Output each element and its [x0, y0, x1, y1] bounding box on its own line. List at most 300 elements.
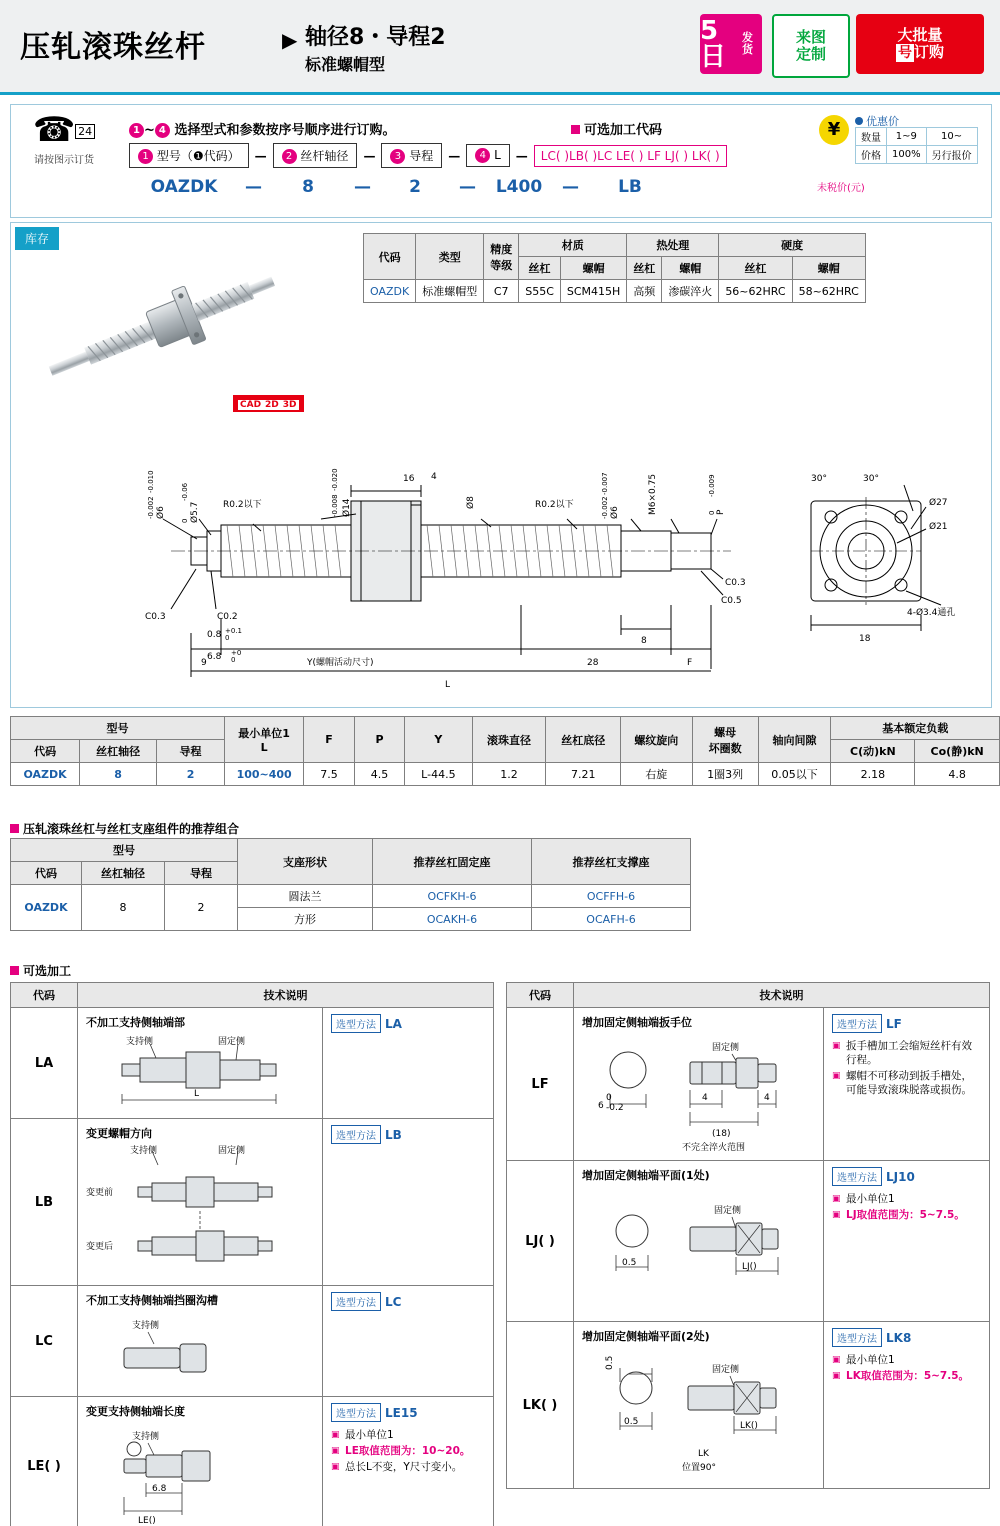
- dim-08-u: +0.1: [225, 627, 242, 635]
- mt-h-heat-screw: 丝杠: [627, 257, 662, 280]
- price-notax-note: 未税价(元): [817, 183, 865, 194]
- vdash-4: —: [562, 177, 579, 197]
- optional-le-dim-68: 6.8: [152, 1484, 167, 1494]
- order-field-4-label: L: [494, 148, 501, 162]
- material-header-row-1: [364, 234, 866, 257]
- order-field-shaft: [273, 143, 358, 168]
- spec-h-lead: 导程: [157, 740, 225, 763]
- optional-diagram-la: [86, 1034, 314, 1110]
- optional-lf-note-hardening: 不完全淬火范围: [682, 1143, 746, 1153]
- optional-lj-label-fixed: 固定侧: [714, 1206, 742, 1216]
- optional-code-lf: LF: [507, 1008, 574, 1160]
- optional-le-notes: [331, 1428, 485, 1474]
- bullet-square-icon: [571, 125, 580, 134]
- optional-note-lc: [323, 1286, 493, 1396]
- optional-row-le: [10, 1397, 494, 1526]
- order-field-3-num: 3: [390, 149, 405, 164]
- dim-9: 9: [201, 658, 207, 668]
- spec-code: OAZDK: [11, 763, 80, 786]
- optional-right-h-code: 代码: [507, 983, 574, 1007]
- optional-lj-note-2: ▣ LJ取值范围为：5~7.5。: [832, 1208, 981, 1222]
- order-instruction: 1 ~ 4 选择型式和参数按序号顺序进行订购。: [129, 119, 395, 138]
- spec-shaft: 8: [80, 763, 157, 786]
- mt-h-type: 类型: [416, 234, 484, 280]
- dim-p-u: 0: [708, 510, 716, 515]
- badge-bulk-order: [856, 14, 984, 74]
- optional-row-lc: [10, 1286, 494, 1397]
- combo-h-shape: 支座形状: [238, 839, 373, 885]
- optional-selbadge-lb: 选型方法: [331, 1125, 381, 1144]
- optional-la-label-l: L: [194, 1089, 200, 1099]
- vdash-1: —: [245, 177, 262, 197]
- combo-h-lead: 导程: [165, 862, 238, 885]
- spec-h-p: P: [354, 717, 404, 763]
- bullet-square-icon-3: [10, 966, 19, 975]
- spec-h-load: 基本额定负载: [831, 717, 1000, 740]
- page-title: 压轧滚珠丝杆: [20, 30, 206, 65]
- optional-selbadge-lj: 选型方法: [832, 1167, 882, 1186]
- order-field-option: LC( )LB( )LC LE( ) LF LJ( ) LK( ): [534, 145, 727, 167]
- optional-row-lj: [506, 1161, 990, 1322]
- combo-header-row-1: [11, 839, 691, 862]
- optional-lc-label-support: 支持侧: [132, 1321, 160, 1331]
- optional-le-note-1: ▣ 最小单位1: [331, 1428, 485, 1442]
- optional-diagram-lk: [582, 1348, 816, 1480]
- cad-label: CAD: [240, 400, 262, 410]
- spec-h-shaft: 丝杠轴径: [80, 740, 157, 763]
- spec-lead: 2: [157, 763, 225, 786]
- optional-note-lb: [323, 1119, 493, 1285]
- combo-title-text: 压轧滚珠丝杠与丝杠支座组件的推荐组合: [23, 822, 240, 836]
- badge-days-text: 发货: [742, 31, 754, 56]
- technical-drawing: [11, 419, 991, 705]
- combo-fix-2[interactable]: OCAKH-6: [373, 908, 532, 931]
- optional-le-note-2: ▣ LE取值范围为：10~20。: [331, 1444, 485, 1458]
- option-code-title: [571, 119, 662, 138]
- mt-h-hardness: 硬度: [719, 234, 866, 257]
- optional-dtitle-le: 变更支持侧轴端长度: [86, 1405, 185, 1418]
- combo-h-fix: 推荐丝杠固定座: [373, 839, 532, 885]
- dim-m6: M6×0.75: [648, 473, 658, 515]
- optional-draw-lb: [78, 1119, 323, 1285]
- dim-08: 0.8: [207, 630, 222, 640]
- dim-d14-tol-u: -0.008: [331, 494, 339, 517]
- combo-h-shaft: 丝杠轴径: [82, 862, 165, 885]
- combo-h-model: 型号: [11, 839, 238, 862]
- spec-h-ball: 滚珠直径: [472, 717, 546, 763]
- spec-turns: 1圈3列: [692, 763, 758, 786]
- optional-dtitle-lc: 不加工支持侧轴端挡圈沟槽: [86, 1294, 218, 1307]
- optional-column-right: [506, 982, 990, 1489]
- optional-lk-label-pos: 位置90°: [682, 1463, 716, 1473]
- badge-bulk-line2: [856, 44, 984, 62]
- optional-lj-note-1: ▣ 最小单位1: [832, 1192, 981, 1206]
- page-header: [0, 0, 1000, 95]
- optional-draw-la: [78, 1008, 323, 1118]
- optional-lk-dim-05a: 0.5: [605, 1355, 615, 1370]
- combo-lead: 2: [165, 885, 238, 931]
- optional-lk-note-2: ▣ LK取值范围为：5~7.5。: [832, 1369, 981, 1383]
- order-field-3-label: 导程: [409, 149, 434, 163]
- optional-lk-dim-lk: LK(): [740, 1421, 758, 1431]
- optional-le-note-3: ▣ 总长L不变，Y尺寸变小。: [331, 1460, 485, 1474]
- dash-4: —: [515, 148, 528, 163]
- optional-dtitle-lf: 增加固定侧轴端扳手位: [582, 1016, 692, 1029]
- mt-h-heat-nut: 螺帽: [662, 257, 719, 280]
- optional-selval-le: LE15: [385, 1406, 418, 1420]
- recommended-combination-table: [10, 838, 691, 931]
- optional-selbadge-le: 选型方法: [331, 1403, 381, 1422]
- spec-p: 4.5: [354, 763, 404, 786]
- optional-note-le: [323, 1397, 493, 1526]
- badge-shipping-days: [700, 14, 762, 74]
- dim-d8: Ø8: [466, 496, 476, 509]
- mt-h-mat-nut: 螺帽: [560, 257, 626, 280]
- price-table: [855, 127, 978, 164]
- optional-lj-dim-lj: LJ(): [742, 1262, 757, 1272]
- chamfer-c03-a: C0.3: [145, 612, 166, 622]
- optional-code-lj: LJ( ): [507, 1161, 574, 1321]
- option-code-title-text: 可选加工代码: [584, 123, 663, 138]
- badge-bulk-line1: 大批量: [897, 25, 943, 44]
- spec-h-model: 型号: [11, 717, 225, 740]
- phone-icon: ☎ 24: [19, 111, 109, 151]
- order-field-lead: [381, 143, 442, 168]
- dim-d57-l: -0.06: [181, 482, 189, 501]
- badge-custom-line2: 定制: [795, 45, 826, 63]
- mt-type: 标准螺帽型: [416, 280, 484, 303]
- optional-lj-dim-05: 0.5: [622, 1258, 637, 1268]
- optional-lf-dim-4a: 4: [702, 1093, 708, 1103]
- note-r02-b: R0.2以下: [535, 500, 574, 510]
- optional-selbadge-lk: 选型方法: [832, 1328, 882, 1347]
- dim-d6b: Ø6: [610, 506, 620, 519]
- dim-p-l: -0.009: [708, 474, 716, 497]
- vdash-2: —: [354, 177, 371, 197]
- angle-30-b: 30°: [863, 474, 879, 484]
- price-qty-v1: 1~9: [887, 128, 927, 146]
- optional-lk-notes: [832, 1353, 981, 1383]
- optional-draw-lf: [574, 1008, 824, 1160]
- dim-d6a-u: -0.002: [147, 496, 155, 519]
- order-num-end: 4: [155, 123, 170, 138]
- optional-dtitle-lb: 变更螺帽方向: [86, 1127, 152, 1140]
- optional-row-la: [10, 1008, 494, 1119]
- optional-lf-note-2: ▣ 螺帽不可移动到扳手槽处，可能导致滚珠脱落或损伤。: [832, 1069, 981, 1097]
- badge-bulk-tag: 号: [897, 44, 912, 61]
- order-field-4-num: 4: [475, 148, 490, 163]
- dash-3: —: [448, 148, 461, 163]
- dim-18: 18: [859, 634, 871, 644]
- dim-d14: Ø14: [342, 498, 352, 517]
- dim-d21: Ø21: [929, 522, 948, 532]
- cad-3d: 3D: [282, 400, 297, 410]
- order-num-start: 1: [129, 123, 144, 138]
- spec-backlash: 0.05以下: [758, 763, 831, 786]
- optional-selval-lb: LB: [385, 1128, 402, 1142]
- badge-custom-line1: 来图: [795, 28, 826, 46]
- stock-badge: 库存: [15, 227, 59, 250]
- badge-bulk-text: 订购: [913, 42, 944, 61]
- optional-le-dim-le: LE(): [138, 1516, 156, 1526]
- spec-h-backlash: 轴向间隙: [758, 717, 831, 763]
- dim-8: 8: [641, 636, 647, 646]
- combo-h-sup: 推荐丝杠支撑座: [532, 839, 691, 885]
- note-holes: 4-Ø3.4通孔: [907, 608, 956, 618]
- price-qty-v2: 10~: [926, 128, 977, 146]
- optional-selbadge-lf: 选型方法: [832, 1014, 882, 1033]
- spec-minunit: 100~400: [224, 763, 303, 786]
- product-photo: [33, 259, 293, 399]
- optional-row-lf: [506, 1008, 990, 1161]
- spec-h-cdyn: C(动)kN: [831, 740, 915, 763]
- optional-selval-la: LA: [385, 1017, 402, 1031]
- optional-selbadge-lc: 选型方法: [331, 1292, 381, 1311]
- mt-grade: C7: [484, 280, 519, 303]
- optional-left-header: [10, 982, 494, 1008]
- chamfer-c02: C0.2: [217, 612, 238, 622]
- order-value-lead: 2: [409, 177, 421, 197]
- dim-d6a-l: -0.010: [147, 470, 155, 493]
- optional-right-header: [506, 982, 990, 1008]
- price-block: [819, 113, 983, 173]
- optional-row-lb: [10, 1119, 494, 1286]
- yen-icon: ¥: [819, 115, 849, 145]
- optional-diagram-lc: [86, 1312, 314, 1388]
- price-dot-icon: [855, 117, 863, 125]
- order-value-model: OAZDK: [150, 177, 218, 197]
- order-field-model: [129, 143, 249, 168]
- spec-cdyn: 2.18: [831, 763, 915, 786]
- combo-row-1: [11, 885, 691, 908]
- order-value-option: LB: [618, 177, 642, 197]
- optional-diagram-lj: [582, 1187, 816, 1313]
- mt-h-mat-screw: 丝杠: [519, 257, 561, 280]
- optional-draw-lc: [78, 1286, 323, 1396]
- price-price-v1: 100%: [887, 146, 927, 164]
- spec-costat: 4.8: [915, 763, 1000, 786]
- spec-ball: 1.2: [472, 763, 546, 786]
- price-qty-header: 数量: [856, 128, 887, 146]
- combo-sup-2[interactable]: OCAFH-6: [532, 908, 691, 931]
- combo-title: [10, 820, 239, 837]
- mt-heat-screw: 高频: [627, 280, 662, 303]
- optional-left-h-desc: 技术说明: [263, 989, 308, 1002]
- dim-16: 16: [403, 474, 415, 484]
- optional-lf-note-1: ▣ 扳手槽加工会缩短丝杆有效行程。: [832, 1039, 981, 1067]
- combo-h-code: 代码: [11, 862, 82, 885]
- material-table: [363, 233, 866, 303]
- optional-lf-dim-4b: 4: [764, 1093, 770, 1103]
- optional-lk-note-1: ▣ 最小单位1: [832, 1353, 981, 1367]
- product-spec-panel: [10, 222, 992, 708]
- optional-le-label-support: 支持侧: [132, 1432, 160, 1442]
- note-r02-a: R0.2以下: [223, 500, 262, 510]
- optional-dtitle-la: 不加工支持侧轴端部: [86, 1016, 185, 1029]
- dim-68-u: +0: [231, 649, 242, 657]
- combo-code: OAZDK: [11, 885, 82, 931]
- header-subtitle-type: 标准螺帽型: [305, 55, 386, 74]
- spec-data-row: [11, 763, 1000, 786]
- combo-shape-2: 方形: [238, 908, 373, 931]
- spec-h-costat: Co(静)kN: [915, 740, 1000, 763]
- dim-68-l: 0: [231, 656, 236, 664]
- dim-d6b-u: -0.002: [601, 496, 609, 519]
- spec-h-y: Y: [405, 717, 472, 763]
- optional-diagram-le: [86, 1423, 314, 1526]
- optional-draw-lk: [574, 1322, 824, 1488]
- optional-row-lk: [506, 1322, 990, 1489]
- optional-selval-lc: LC: [385, 1295, 402, 1309]
- spec-h-hand: 螺纹旋向: [621, 717, 692, 763]
- badge-custom-drawing: [772, 14, 850, 78]
- optional-la-label-fixed: 固定侧: [218, 1037, 246, 1047]
- combo-shaft: 8: [82, 885, 165, 931]
- order-instruction-text: 选择型式和参数按序号顺序进行订购。: [174, 123, 396, 138]
- optional-selval-lj: LJ10: [886, 1170, 915, 1184]
- optional-lb-label-fixed: 固定侧: [218, 1146, 246, 1156]
- spec-header-row-1: [11, 717, 1000, 740]
- optional-la-label-support: 支持侧: [126, 1037, 154, 1047]
- dim-d57-u: 0: [181, 518, 189, 523]
- optional-dtitle-lj: 增加固定侧轴端平面(1处): [582, 1169, 710, 1182]
- header-subtitle-spec: 轴径8・导程2: [305, 25, 446, 50]
- optional-code-lk: LK( ): [507, 1322, 574, 1488]
- optional-title: [10, 962, 71, 979]
- order-example-values: [129, 177, 675, 197]
- mt-code: OAZDK: [364, 280, 416, 303]
- optional-lk-dim-05b: 0.5: [624, 1417, 639, 1427]
- mt-h-grade: 精度 等级: [484, 234, 519, 280]
- optional-lf-label-fixed: 固定侧: [712, 1043, 740, 1053]
- optional-code-lc: LC: [11, 1286, 78, 1396]
- optional-lf-dim-18: (18): [712, 1129, 731, 1139]
- cad-badge[interactable]: [233, 395, 304, 412]
- order-field-length: [466, 144, 510, 167]
- spec-h-code: 代码: [11, 740, 80, 763]
- spec-h-f: F: [304, 717, 354, 763]
- optional-left-h-code: 代码: [11, 983, 78, 1007]
- chamfer-c03-b: C0.3: [725, 578, 746, 588]
- order-value-length: L400: [495, 177, 543, 197]
- optional-note-lk: [824, 1322, 989, 1488]
- spec-h-minunit: 最小单位1 L: [224, 717, 303, 763]
- dim-y: Y(螺帽活动尺寸): [307, 658, 374, 668]
- spec-f: 7.5: [304, 763, 354, 786]
- vdash-3: —: [459, 177, 476, 197]
- phone-order-block: [19, 111, 109, 166]
- optional-title-text: 可选加工: [23, 964, 72, 978]
- optional-draw-lj: [574, 1161, 824, 1321]
- dim-d6b-l: -0.007: [601, 472, 609, 495]
- spec-h-turns: 螺母 坏圈数: [692, 717, 758, 763]
- order-field-2-num: 2: [282, 149, 297, 164]
- optional-code-la: LA: [11, 1008, 78, 1118]
- order-code-panel: [10, 104, 992, 218]
- optional-lb-label-after: 变更后: [86, 1242, 114, 1252]
- dash-2: —: [363, 148, 376, 163]
- mt-mat-nut: SCM415H: [560, 280, 626, 303]
- optional-diagram-lf: [582, 1034, 816, 1154]
- price-row-price: [856, 146, 978, 164]
- order-field-1-num: 1: [138, 149, 153, 164]
- spec-root: 7.21: [546, 763, 621, 786]
- price-price-header: 价格: [856, 146, 887, 164]
- mt-hard-screw: 56~62HRC: [719, 280, 792, 303]
- optional-lk-label-fixed: 固定侧: [712, 1365, 740, 1375]
- optional-lf-dim-6u: 0: [606, 1093, 612, 1103]
- dim-08-l: 0: [225, 634, 230, 642]
- badge-days-number: 5日: [700, 16, 727, 72]
- optional-lf-notes: [832, 1039, 981, 1097]
- mt-h-hard-nut: 螺帽: [792, 257, 865, 280]
- combo-fix-1[interactable]: OCFKH-6: [373, 885, 532, 908]
- dim-p: P: [716, 509, 726, 515]
- mt-h-hard-screw: 丝杠: [719, 257, 792, 280]
- spec-hand: 右旋: [621, 763, 692, 786]
- optional-code-le: LE( ): [11, 1397, 78, 1526]
- order-field-1-label: 型号（❶代码）: [156, 149, 240, 163]
- price-row-qty: [856, 128, 978, 146]
- optional-right-h-desc: 技术说明: [759, 989, 804, 1002]
- optional-lf-dim-6l: -0.2: [606, 1103, 624, 1113]
- order-value-shaft: 8: [302, 177, 314, 197]
- optional-note-lj: [824, 1161, 989, 1321]
- optional-lf-dim-6: 6: [598, 1101, 604, 1111]
- mt-h-code: 代码: [364, 234, 416, 280]
- combo-sup-1[interactable]: OCFFH-6: [532, 885, 691, 908]
- chamfer-c05: C0.5: [721, 596, 742, 606]
- order-field-2-label: 丝杆轴径: [300, 149, 349, 163]
- phone-24h-badge: 24: [75, 124, 95, 139]
- optional-diagram-lb: [86, 1145, 314, 1277]
- optional-dtitle-lk: 增加固定侧轴端平面(2处): [582, 1330, 710, 1343]
- combo-shape-1: 圆法兰: [238, 885, 373, 908]
- optional-selval-lk: LK8: [886, 1331, 912, 1345]
- bullet-square-icon-2: [10, 824, 19, 833]
- specification-table: [10, 716, 1000, 786]
- dim-f: F: [687, 658, 693, 668]
- optional-selval-lf: LF: [886, 1017, 902, 1031]
- mt-h-heat: 热处理: [627, 234, 719, 257]
- dash-1: —: [254, 148, 267, 163]
- order-code-row: [129, 143, 727, 168]
- dim-4: 4: [431, 472, 437, 482]
- mt-hard-nut: 58~62HRC: [792, 280, 865, 303]
- optional-lb-label-before: 变更前: [86, 1188, 114, 1198]
- spec-y: L-44.5: [405, 763, 472, 786]
- optional-note-lf: [824, 1008, 989, 1160]
- material-data-row: [364, 280, 866, 303]
- price-price-v2: 另行报价: [926, 146, 977, 164]
- mt-h-material: 材质: [519, 234, 627, 257]
- dim-d6a: Ø6: [156, 506, 166, 519]
- mt-heat-nut: 渗碳淬火: [662, 280, 719, 303]
- optional-note-la: [323, 1008, 493, 1118]
- dim-l: L: [445, 680, 451, 690]
- optional-code-lb: LB: [11, 1119, 78, 1285]
- optional-column-left: [10, 982, 494, 1526]
- phone-caption: 请按图示订货: [34, 155, 94, 166]
- dim-68: 6.8: [207, 652, 222, 662]
- dim-d57: Ø5.7: [190, 501, 200, 523]
- optional-lk-label-lk: LK: [698, 1449, 709, 1459]
- dim-d27: Ø27: [929, 498, 948, 508]
- mt-mat-screw: S55C: [519, 280, 561, 303]
- optional-selbadge-la: 选型方法: [331, 1014, 381, 1033]
- optional-lb-label-support: 支持侧: [130, 1146, 158, 1156]
- price-title-text: 优惠价: [866, 115, 899, 128]
